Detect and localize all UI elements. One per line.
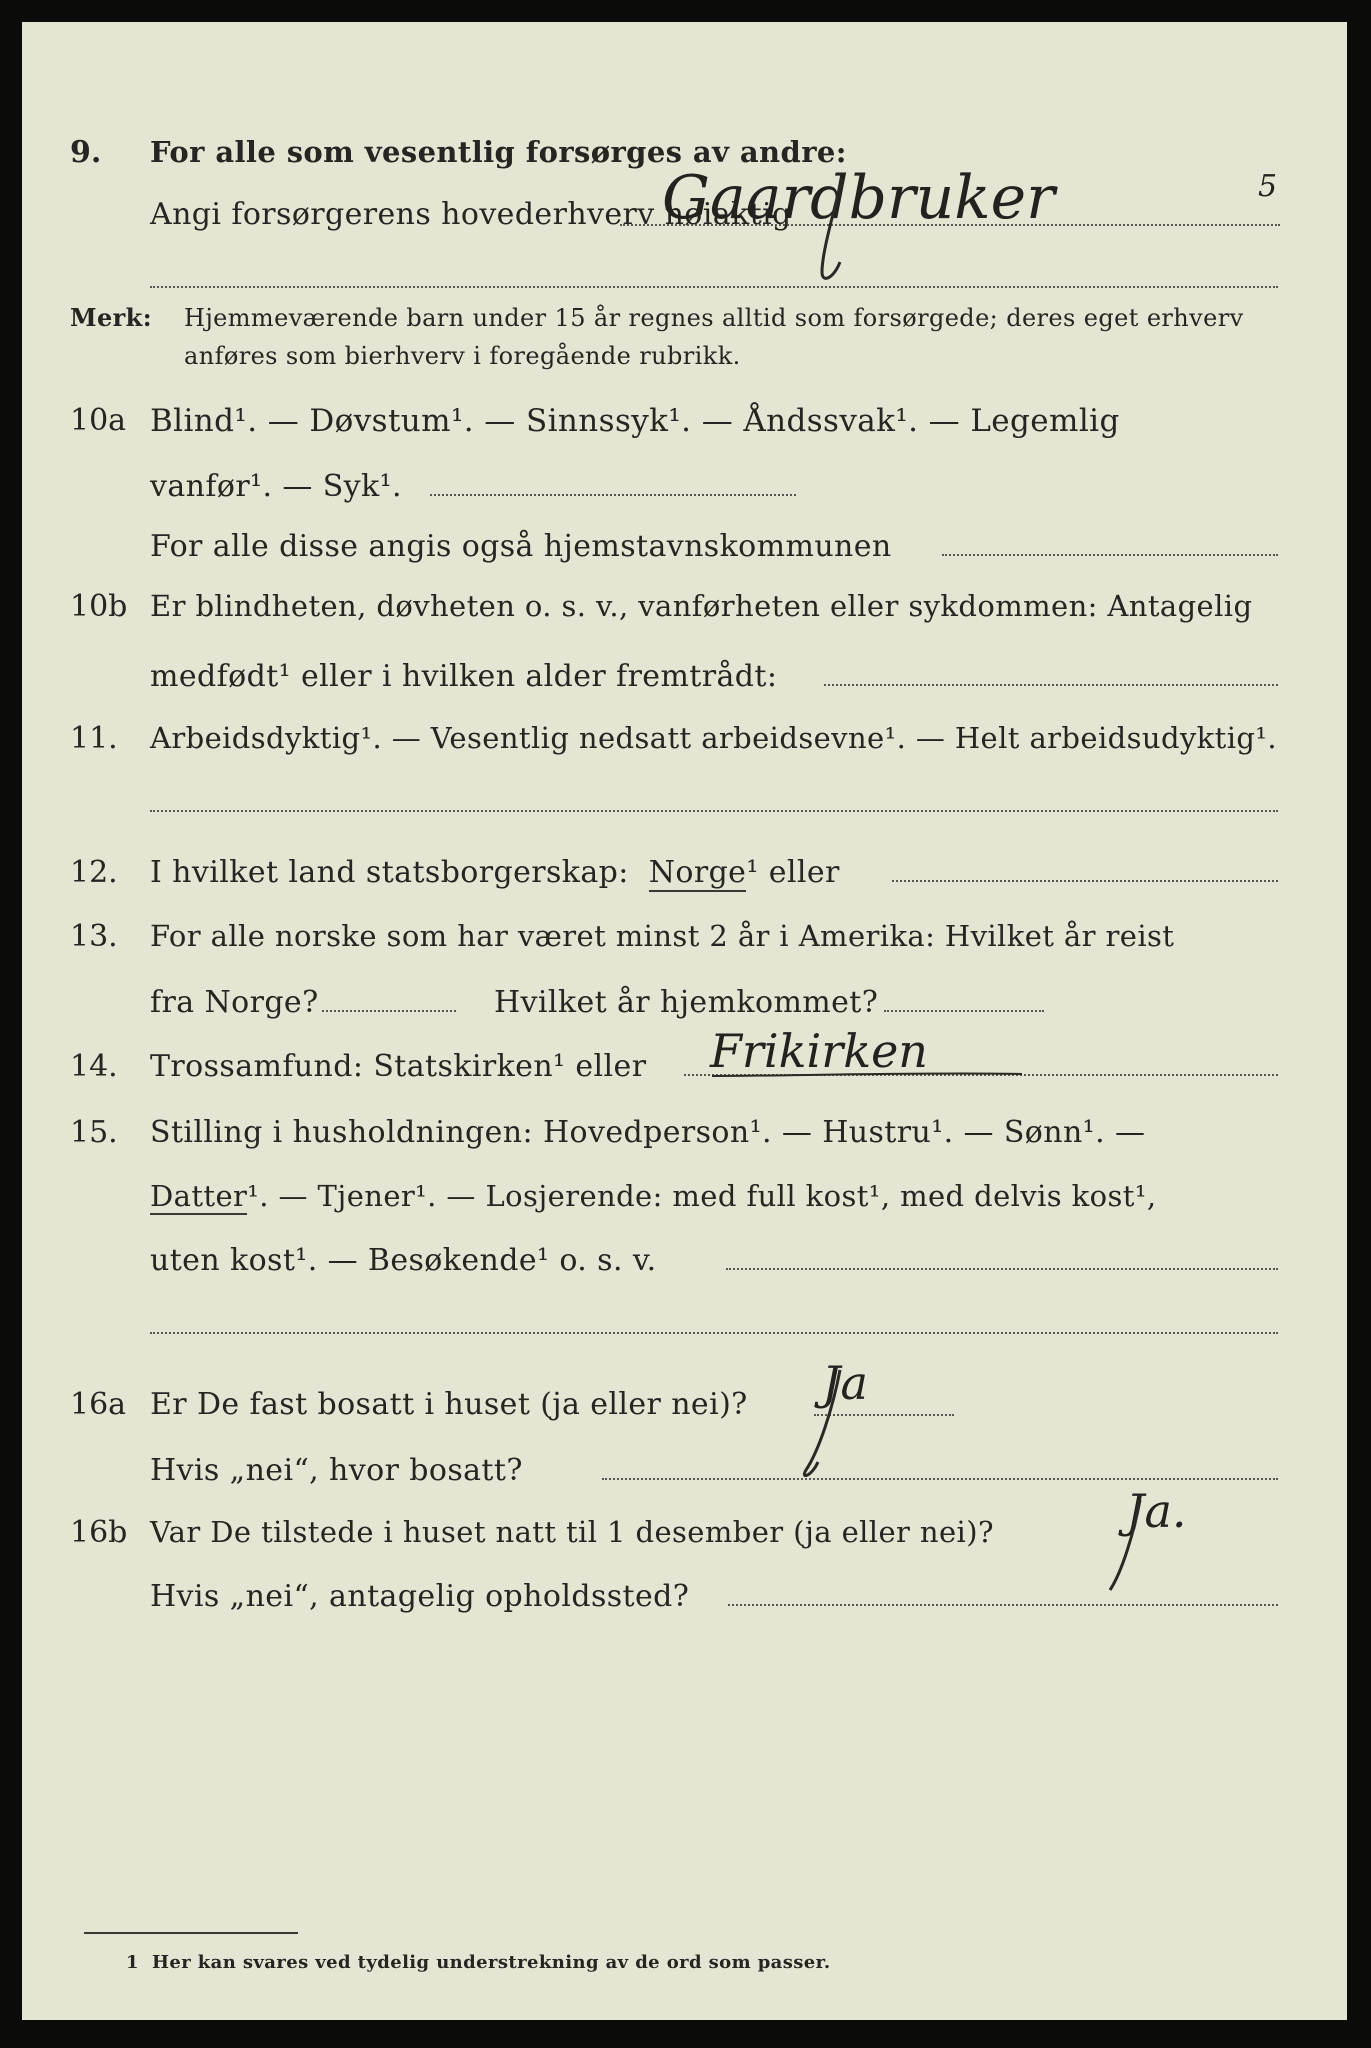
question-10b-number: 10b <box>70 589 128 624</box>
question-10a-line-3: For alle disse angis også hjemstavnskommunen <box>150 529 892 564</box>
question-15-answer-line <box>726 1268 1278 1270</box>
note-line-2: anføres som bierhverv i foregående rubrikk. <box>184 342 741 370</box>
question-10b-line-2: medfødt¹ eller i hvilken alder fremtrådt: <box>150 659 778 694</box>
question-12-line-1 <box>150 855 840 890</box>
note-label: Merk: <box>70 303 152 332</box>
question-12-underlined-norge: Norge <box>648 855 747 890</box>
footnote-mark: 1 <box>126 1952 139 1973</box>
question-15-line-2-rest: ¹. — Tjener¹. — Losjerende: med full kost¹, med delvis kost¹, <box>247 1179 1157 1213</box>
question-9-handwritten-mark: 5 <box>1258 169 1278 204</box>
question-11-line-1: Arbeidsdyktig¹. — Vesentlig nedsatt arbeidsevne¹. — Helt arbeidsudyktig¹. <box>150 721 1277 755</box>
question-15-line-1: Stilling i husholdningen: Hovedperson¹. — Hustru¹. — Sønn¹. — <box>150 1115 1146 1150</box>
question-9-line-2: Angi forsørgerens hovederhverv nøiaktig <box>150 197 792 232</box>
question-10a-answer-line <box>430 494 796 496</box>
footnote-rule <box>84 1932 298 1934</box>
question-11-answer-line <box>150 810 1278 812</box>
question-16a-number: 16a <box>70 1387 127 1422</box>
question-14-number: 14. <box>70 1049 118 1084</box>
question-16a-line-2: Hvis „nei“, hvor bosatt? <box>150 1453 523 1488</box>
question-9-handwritten-answer: Gaardbruker <box>662 163 1055 233</box>
question-16b-line-1: Var De tilstede i huset natt til 1 desember (ja eller nei)? <box>150 1515 994 1549</box>
question-13-line-2b: Hvilket år hjemkommet? <box>494 985 879 1020</box>
question-10a-number: 10a <box>70 403 127 438</box>
question-13-departure-line <box>322 1010 456 1012</box>
question-12-text: I hvilket land statsborgerskap: <box>150 855 629 890</box>
question-9-line-1: For alle som vesentlig forsørges av andre: <box>150 135 847 169</box>
question-16a-residence-line <box>602 1478 1278 1480</box>
question-15-extra-line <box>150 1332 1278 1334</box>
question-16a-answer-line <box>814 1414 954 1416</box>
footnote-text: Her kan svares ved tydelig understrekning av de ord som passer. <box>152 1952 831 1973</box>
question-13-line-2a: fra Norge? <box>150 985 319 1020</box>
question-10a-hometown-line <box>942 554 1278 556</box>
question-12-eller: ¹ eller <box>746 855 840 890</box>
question-12-number: 12. <box>70 855 118 890</box>
note-line-1: Hjemmeværende barn under 15 år regnes alltid som forsørgede; deres eget erhverv <box>184 304 1244 332</box>
question-9-extra-line <box>150 286 1278 288</box>
question-15-line-3: uten kost¹. — Besøkende¹ o. s. v. <box>150 1243 657 1278</box>
census-form-page <box>22 22 1347 2020</box>
question-15-line-2 <box>150 1179 1157 1213</box>
question-16a-line-1: Er De fast bosatt i huset (ja eller nei)? <box>150 1387 748 1422</box>
question-15-number: 15. <box>70 1115 118 1150</box>
question-10a-line-2: vanfør¹. — Syk¹. <box>150 469 402 504</box>
question-16a-handwritten-answer: Ja <box>822 1356 868 1410</box>
question-14-line-1: Trossamfund: Statskirken¹ eller <box>150 1049 647 1084</box>
question-13-return-line <box>884 1010 1044 1012</box>
question-11-number: 11. <box>70 721 118 756</box>
question-16b-handwritten-answer: Ja. <box>1126 1484 1187 1538</box>
question-16b-number: 16b <box>70 1515 128 1550</box>
question-16b-line-2: Hvis „nei“, antagelig opholdssted? <box>150 1579 690 1614</box>
question-10a-line-1: Blind¹. — Døvstum¹. — Sinnssyk¹. — Åndssvak¹. — Legemlig <box>150 403 1120 439</box>
question-13-number: 13. <box>70 919 118 954</box>
question-16b-location-line <box>728 1604 1278 1606</box>
question-15-underlined-datter: Datter <box>150 1179 248 1213</box>
question-9-number: 9. <box>70 135 102 170</box>
question-13-line-1: For alle norske som har været minst 2 år i Amerika: Hvilket år reist <box>150 919 1175 953</box>
question-10b-answer-line <box>824 684 1278 686</box>
question-14-handwritten-answer: Frikirken <box>710 1024 928 1078</box>
question-12-answer-line <box>892 880 1278 882</box>
question-10b-line-1: Er blindheten, døvheten o. s. v., vanførheten eller sykdommen: Antagelig <box>150 589 1253 623</box>
